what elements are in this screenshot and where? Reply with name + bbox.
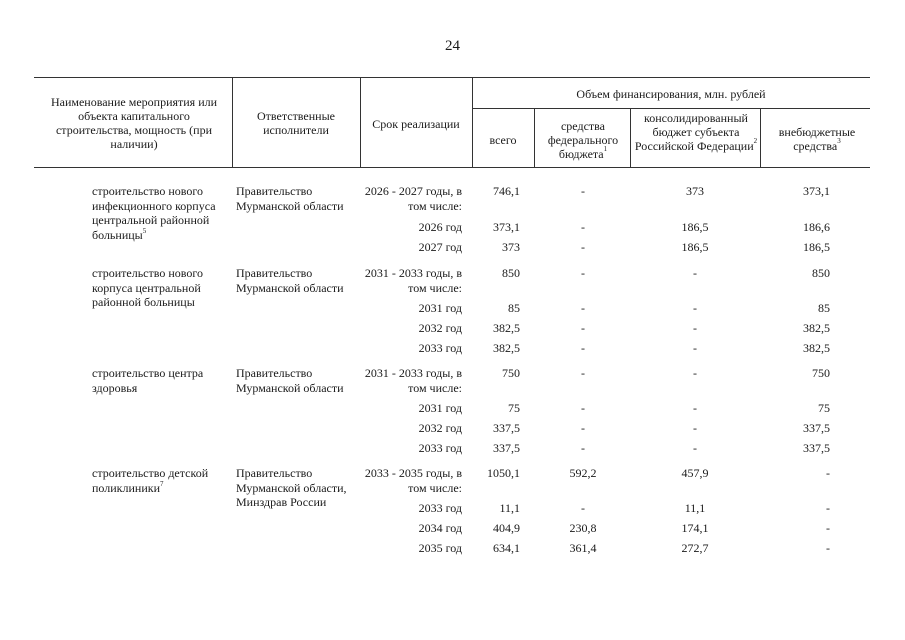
- row-consolidated: -: [693, 441, 697, 455]
- header-executors-text: Ответственные исполнители: [257, 109, 335, 137]
- header-consolidated-column: [634, 111, 758, 153]
- row-total: 75: [508, 401, 520, 415]
- row-extra: 382,5: [803, 341, 830, 355]
- header-federal-footnote: 1: [603, 145, 608, 153]
- row-federal: 361,4: [569, 541, 597, 555]
- row-term: 2033 год: [418, 441, 462, 455]
- row-extra: 75: [818, 401, 830, 415]
- row-federal: -: [581, 401, 585, 415]
- row-total: 850: [502, 266, 520, 280]
- row-consolidated: -: [693, 401, 697, 415]
- row-term: 2034 год: [418, 521, 462, 535]
- row-federal: -: [581, 366, 585, 380]
- row-extra: -: [826, 541, 830, 555]
- row-consolidated: 457,9: [681, 466, 709, 480]
- header-term-column: [362, 117, 470, 131]
- header-extra-footnote: 3: [837, 137, 841, 145]
- row-total: 382,5: [493, 321, 520, 335]
- row-term: 2035 год: [418, 541, 462, 555]
- row-consolidated: 11,1: [684, 501, 706, 515]
- page-number: 24: [445, 38, 460, 54]
- row-consolidated: -: [693, 266, 697, 280]
- row-total: 404,9: [493, 521, 520, 535]
- header-total-text: всего: [489, 133, 517, 147]
- row-extra: -: [826, 521, 830, 535]
- header-consolidated-footnote: 2: [753, 137, 758, 145]
- header-total-column: [474, 133, 532, 147]
- project-name-footnote: 5: [142, 226, 147, 235]
- project-name: [92, 184, 232, 242]
- row-total: 746,1: [493, 184, 520, 198]
- project-name-footnote: 7: [160, 479, 164, 488]
- row-total: 85: [508, 301, 520, 315]
- row-term: 2031 год: [418, 401, 462, 415]
- header-divider-5: [630, 108, 631, 167]
- header-funding-group: [472, 87, 870, 101]
- row-federal: -: [581, 220, 585, 234]
- row-term: 2031 - 2033 годы, в том числе:: [364, 266, 462, 295]
- row-federal: -: [581, 441, 585, 455]
- row-federal: -: [581, 341, 585, 355]
- project-executor: Правительство Мурманской области: [236, 366, 344, 395]
- row-total: 373,1: [493, 220, 520, 234]
- row-federal: -: [581, 501, 585, 515]
- header-name-text: Наименование мероприятия или объекта капитального строительства, мощность (при наличии): [50, 95, 218, 151]
- row-extra: 186,6: [803, 220, 830, 234]
- row-extra: 850: [812, 266, 830, 280]
- row-total: 373: [502, 240, 520, 254]
- project-name-text: строительство детской поликлиники: [92, 466, 209, 495]
- row-federal: -: [581, 240, 585, 254]
- row-consolidated: -: [693, 341, 697, 355]
- project-executor: Правительство Мурманской области: [236, 266, 344, 295]
- row-term: 2032 год: [418, 321, 462, 335]
- row-term: 2033 год: [418, 341, 462, 355]
- header-federal-column: [544, 119, 622, 161]
- row-term: 2027 год: [418, 240, 462, 254]
- row-extra: 337,5: [803, 441, 830, 455]
- row-term: 2033 год: [418, 501, 462, 515]
- row-federal: -: [581, 321, 585, 335]
- row-consolidated: 186,5: [681, 220, 709, 234]
- header-consolidated-text: консолидированный бюджет субъекта Российской Федерации: [634, 111, 754, 153]
- row-extra: 186,5: [803, 240, 830, 254]
- row-consolidated: 272,7: [681, 541, 709, 555]
- row-extra: 750: [812, 366, 830, 380]
- project-executor: Правительство Мурманской области: [236, 184, 344, 213]
- row-term: 2032 год: [418, 421, 462, 435]
- row-total: 337,5: [493, 441, 520, 455]
- project-name: [92, 466, 232, 495]
- row-consolidated: -: [693, 321, 697, 335]
- row-total: 634,1: [493, 541, 520, 555]
- header-extra-column: [770, 125, 864, 153]
- row-consolidated: 186,5: [681, 240, 709, 254]
- project-name-text: строительство нового корпуса центральной районной больницы: [92, 266, 203, 309]
- row-total: 750: [502, 366, 520, 380]
- row-federal: -: [581, 184, 585, 198]
- row-consolidated: -: [693, 301, 697, 315]
- header-funding-text: Объем финансирования, млн. рублей: [576, 87, 766, 101]
- header-term-text: Срок реализации: [372, 117, 460, 131]
- row-total: 337,5: [493, 421, 520, 435]
- row-term: 2026 - 2027 годы, в том числе:: [364, 184, 462, 213]
- header-divider-6: [760, 108, 761, 167]
- row-total: 11,1: [499, 501, 520, 515]
- header-bottom-rule: [34, 167, 870, 168]
- row-federal: 592,2: [569, 466, 597, 480]
- row-extra: 382,5: [803, 321, 830, 335]
- row-extra: -: [826, 466, 830, 480]
- header-divider-2: [360, 77, 361, 167]
- header-top-rule: [34, 77, 870, 78]
- row-total: 382,5: [493, 341, 520, 355]
- row-term: 2026 год: [418, 220, 462, 234]
- project-executor: Правительство Мурманской области, Минздрав России: [236, 466, 347, 509]
- row-federal: -: [581, 421, 585, 435]
- row-consolidated: -: [693, 421, 697, 435]
- header-divider-4: [534, 108, 535, 167]
- row-federal: -: [581, 266, 585, 280]
- row-term: 2033 - 2035 годы, в том числе:: [364, 466, 462, 495]
- header-extra-text: внебюджетные средства: [778, 125, 856, 153]
- row-term: 2031 год: [418, 301, 462, 315]
- row-consolidated: -: [693, 366, 697, 380]
- project-name: [92, 366, 232, 395]
- row-extra: 85: [818, 301, 830, 315]
- funding-group-rule: [472, 108, 870, 109]
- header-divider-1: [232, 77, 233, 167]
- header-executors-column: [246, 109, 346, 137]
- row-extra: 337,5: [803, 421, 830, 435]
- row-extra: -: [826, 501, 830, 515]
- row-federal: -: [581, 301, 585, 315]
- project-name-text: строительство нового инфекционного корпуса центральной районной больницы: [92, 184, 216, 242]
- project-name-text: строительство центра здоровья: [92, 366, 204, 395]
- row-consolidated: 174,1: [681, 521, 709, 535]
- row-extra: 373,1: [803, 184, 830, 198]
- row-federal: 230,8: [569, 521, 597, 535]
- header-federal-text: средства федерального бюджета: [547, 119, 619, 161]
- project-name: [92, 266, 232, 310]
- row-consolidated: 373: [686, 184, 704, 198]
- header-name-column: [46, 95, 222, 151]
- row-total: 1050,1: [487, 466, 520, 480]
- row-term: 2031 - 2033 годы, в том числе:: [364, 366, 462, 395]
